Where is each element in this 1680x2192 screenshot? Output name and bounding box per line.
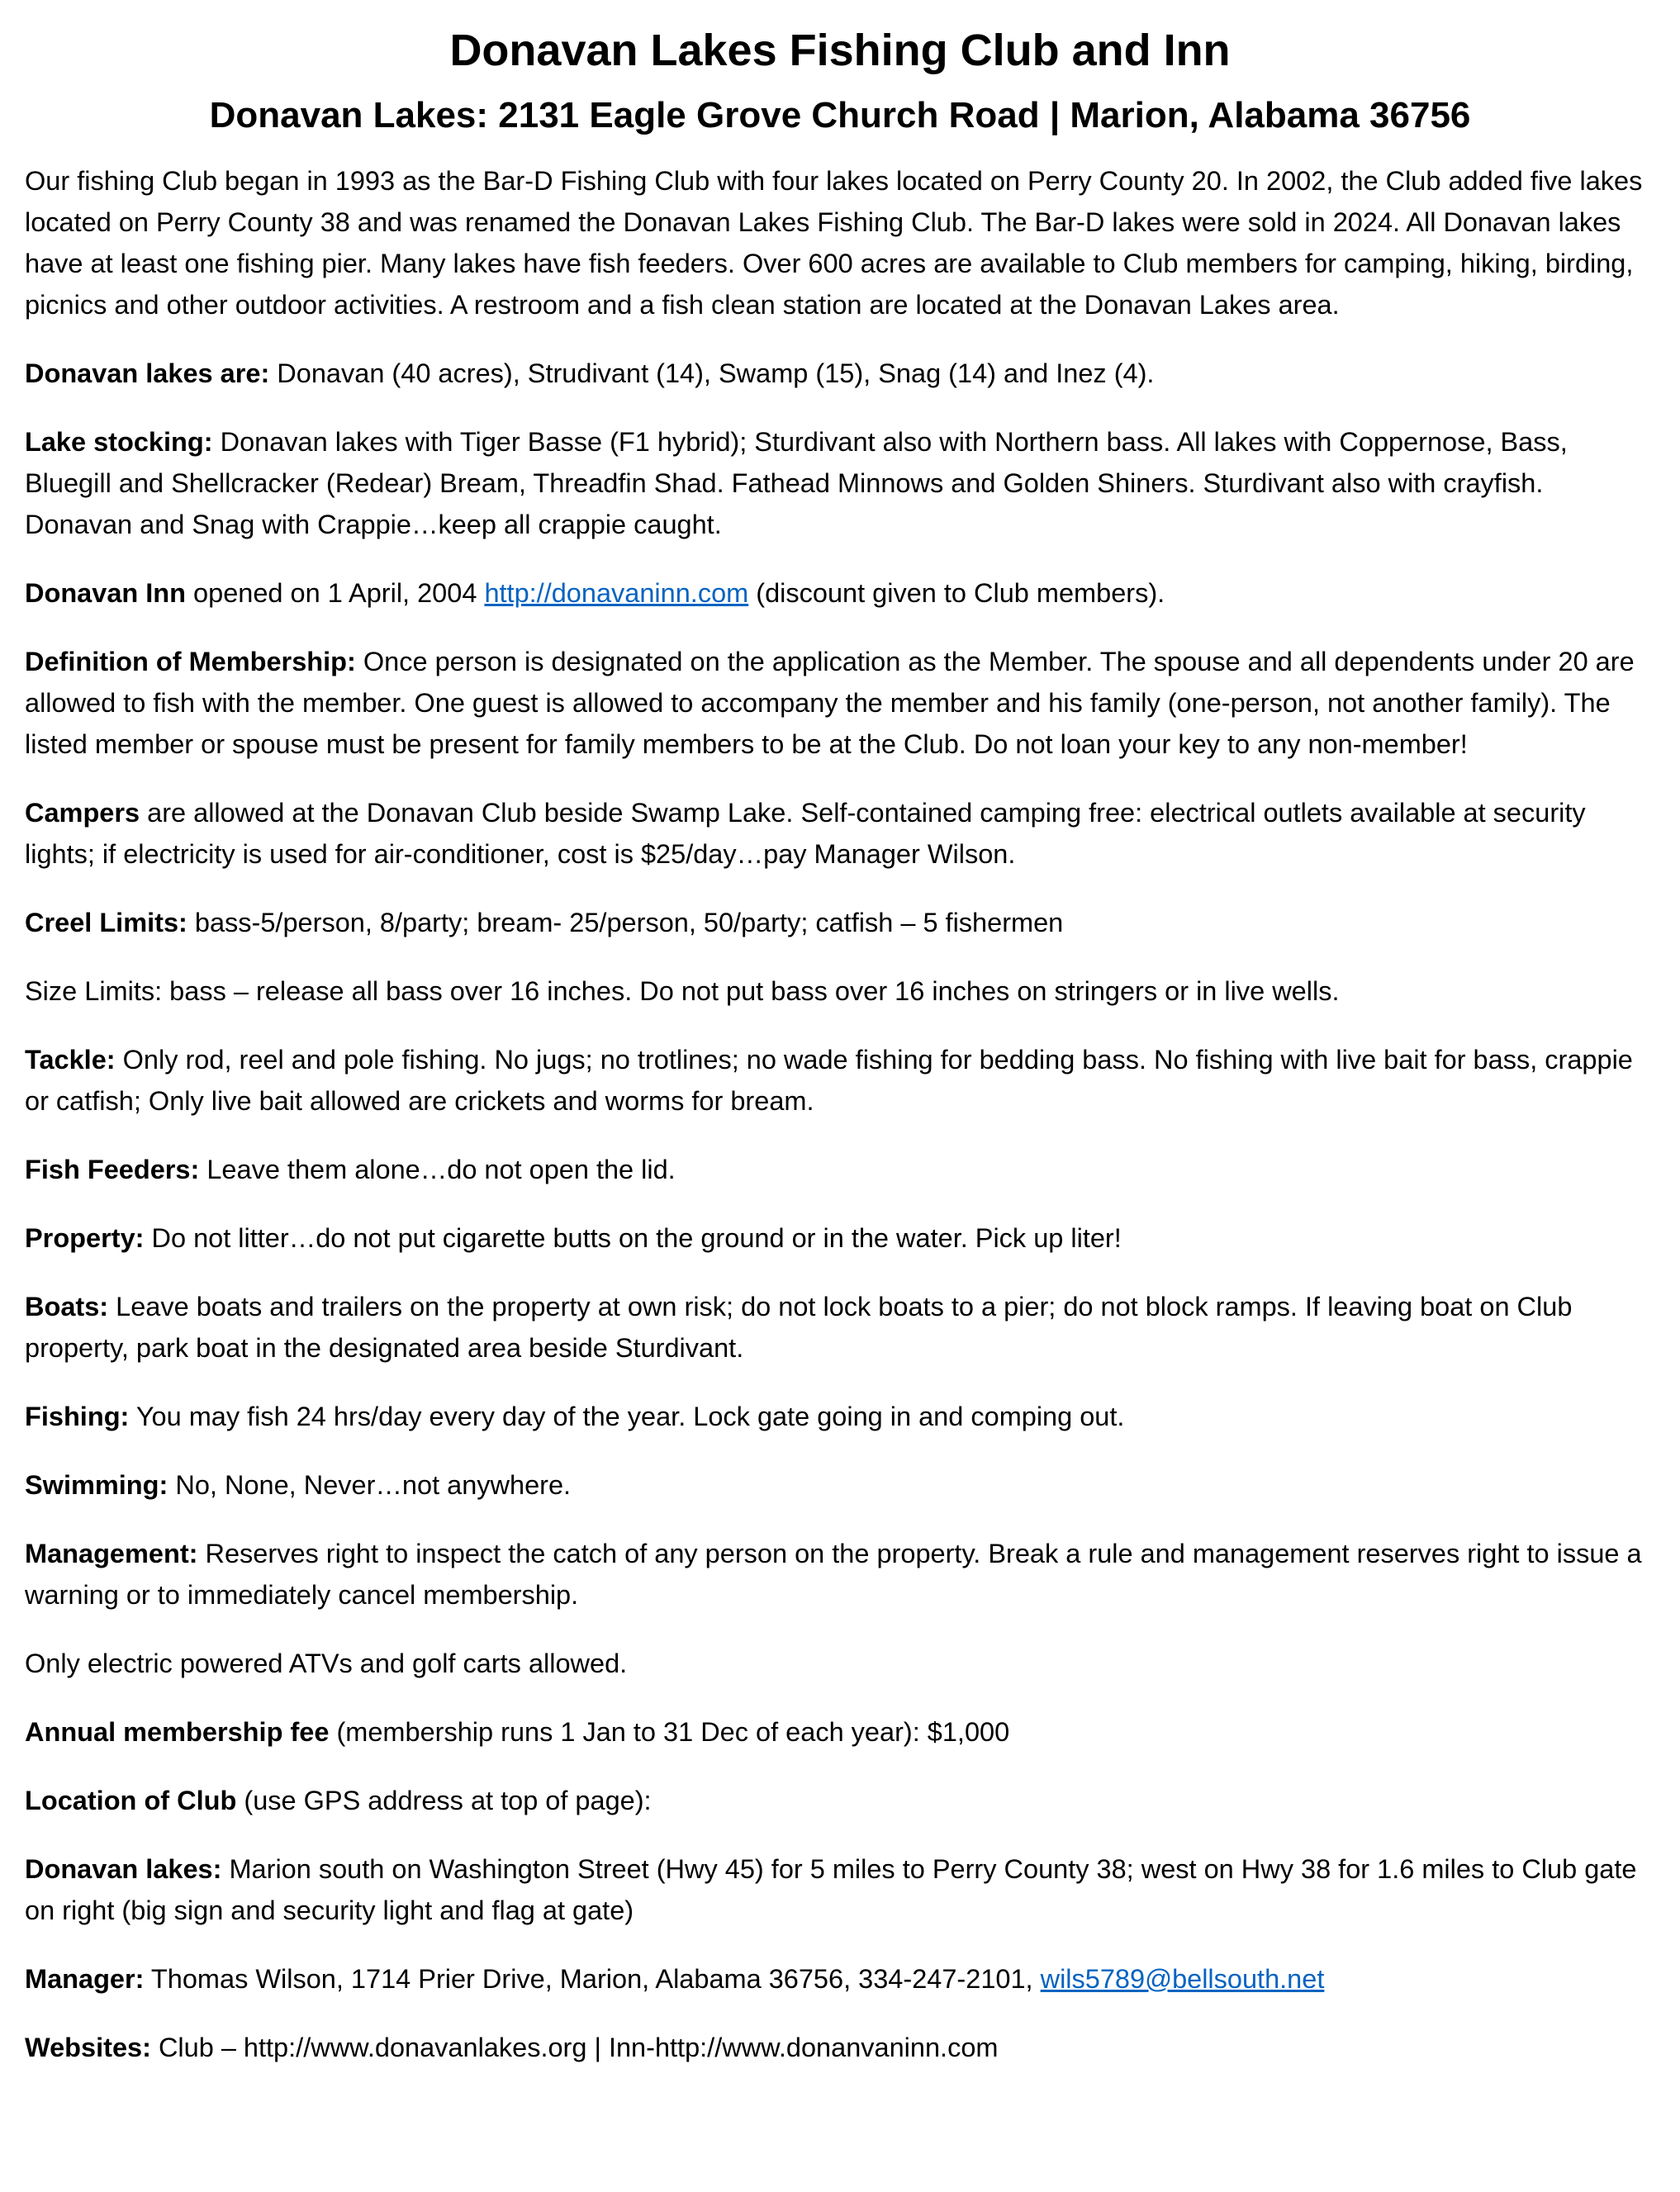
swimming-paragraph	[25, 1464, 1655, 1506]
size-limits-paragraph: Size Limits: bass – release all bass over 16 inches. Do not put bass over 16 inches on stringers or in live wells.	[25, 976, 1340, 1006]
fishing-text: You may fish 24 hrs/day every day of the year. Lock gate going in and comping out.	[129, 1402, 1125, 1431]
manager-label: Manager:	[25, 1964, 145, 1994]
creel-paragraph	[25, 902, 1655, 943]
lakes-text: Donavan (40 acres), Strudivant (14), Swamp (15), Snag (14) and Inez (4).	[269, 358, 1155, 388]
fishing-paragraph	[25, 1396, 1655, 1437]
boats-text: Leave boats and trailers on the property at own risk; do not lock boats to a pier; do not block ramps. If leaving boat on Club property, park boat in the designated area beside Sturdivant.	[25, 1292, 1573, 1363]
tackle-paragraph	[25, 1039, 1655, 1122]
swimming-label: Swimming:	[25, 1470, 168, 1500]
stocking-text: Donavan lakes with Tiger Basse (F1 hybrid); Sturdivant also with Northern bass. All lakes with Coppernose, Bass, Bluegill and Shellcracker (Redear) Bream, Threadfin Shad. Fathead Minnows and Golden Shiners. Sturdivant also with crayfish. Donavan and Snag with Crappie…keep all crappie caught.	[25, 427, 1568, 539]
boats-paragraph	[25, 1286, 1655, 1369]
tackle-label: Tackle:	[25, 1045, 116, 1075]
inn-text-before: opened on 1 April, 2004	[186, 578, 485, 608]
location-label: Location of Club	[25, 1786, 237, 1815]
page-subtitle: Donavan Lakes: 2131 Eagle Grove Church Road | Marion, Alabama 36756	[209, 95, 1471, 135]
fee-text: (membership runs 1 Jan to 31 Dec of each year): $1,000	[329, 1717, 1010, 1747]
inn-text-after: (discount given to Club members).	[748, 578, 1165, 608]
location-paragraph	[25, 1780, 1655, 1821]
manager-email-link[interactable]: wils5789@bellsouth.net	[1040, 1964, 1325, 1994]
inn-link[interactable]: http://donavaninn.com	[484, 578, 749, 608]
inn-label: Donavan Inn	[25, 578, 187, 608]
inn-paragraph	[25, 572, 1655, 614]
fee-paragraph	[25, 1711, 1655, 1753]
campers-text: are allowed at the Donavan Club beside Swamp Lake. Self-contained camping free: electrical outlets available at security lights; if electricity is used for air-conditioner, cost is $25/day…pay Manager Wilson.	[25, 798, 1586, 869]
creel-text: bass-5/person, 8/party; bream- 25/person, 50/party; catfish – 5 fishermen	[187, 908, 1064, 937]
boats-label: Boats:	[25, 1292, 109, 1321]
stocking-paragraph	[25, 421, 1655, 545]
fishing-label: Fishing:	[25, 1402, 130, 1431]
directions-text: Marion south on Washington Street (Hwy 45) for 5 miles to Perry County 38; west on Hwy 38 for 1.6 miles to Club gate on right (big sign and security light and flag at gate)	[25, 1854, 1637, 1925]
directions-label: Donavan lakes:	[25, 1854, 222, 1884]
property-label: Property:	[25, 1223, 145, 1253]
feeders-text: Leave them alone…do not open the lid.	[199, 1155, 676, 1184]
websites-label: Websites:	[25, 2033, 151, 2062]
location-text: (use GPS address at top of page):	[236, 1786, 652, 1815]
directions-paragraph	[25, 1848, 1655, 1931]
lakes-paragraph	[25, 353, 1655, 394]
campers-paragraph	[25, 792, 1655, 875]
creel-label: Creel Limits:	[25, 908, 187, 937]
management-paragraph	[25, 1533, 1655, 1616]
tackle-text: Only rod, reel and pole fishing. No jugs; no trotlines; no wade fishing for bedding bass. No fishing with live bait for bass, crappie or catfish; Only live bait allowed are crickets and worms for bream.	[25, 1045, 1633, 1116]
atv-paragraph: Only electric powered ATVs and golf carts allowed.	[25, 1649, 628, 1678]
membership-paragraph	[25, 641, 1655, 765]
management-label: Management:	[25, 1539, 198, 1568]
stocking-label: Lake stocking:	[25, 427, 213, 457]
campers-label: Campers	[25, 798, 140, 828]
swimming-text: No, None, Never…not anywhere.	[168, 1470, 572, 1500]
feeders-label: Fish Feeders:	[25, 1155, 200, 1184]
intro-paragraph: Our fishing Club began in 1993 as the Bar-D Fishing Club with four lakes located on Perry County 20. In 2002, the Club added five lakes located on Perry County 38 and was renamed the Donavan Lakes Fishing Club. The Bar-D lakes were sold in 2024. All Donavan lakes have at least one fishing pier. Many lakes have fish feeders. Over 600 acres are available to Club members for camping, hiking, birding, picnics and other outdoor activities. A restroom and a fish clean station are located at the Donavan Lakes area.	[25, 166, 1643, 320]
property-text: Do not litter…do not put cigarette butts on the ground or in the water. Pick up liter!	[144, 1223, 1122, 1253]
fee-label: Annual membership fee	[25, 1717, 330, 1747]
lakes-label: Donavan lakes are:	[25, 358, 270, 388]
websites-paragraph	[25, 2027, 1655, 2068]
manager-text: Thomas Wilson, 1714 Prier Drive, Marion, Alabama 36756, 334-247-2101,	[144, 1964, 1041, 1994]
websites-text: Club – http://www.donavanlakes.org | Inn-http://www.donanvaninn.com	[150, 2033, 999, 2062]
page-title: Donavan Lakes Fishing Club and Inn	[449, 26, 1231, 75]
property-paragraph	[25, 1217, 1655, 1259]
manager-paragraph	[25, 1958, 1655, 2000]
membership-label: Definition of Membership:	[25, 647, 356, 676]
management-text: Reserves right to inspect the catch of any person on the property. Break a rule and management reserves right to issue a warning or to immediately cancel membership.	[25, 1539, 1642, 1610]
feeders-paragraph	[25, 1149, 1655, 1190]
membership-text: Once person is designated on the application as the Member. The spouse and all dependents under 20 are allowed to fish with the member. One guest is allowed to accompany the member and his family (one-person, not another family). The listed member or spouse must be present for family members to be at the Club. Do not loan your key to any non-member!	[25, 647, 1635, 759]
